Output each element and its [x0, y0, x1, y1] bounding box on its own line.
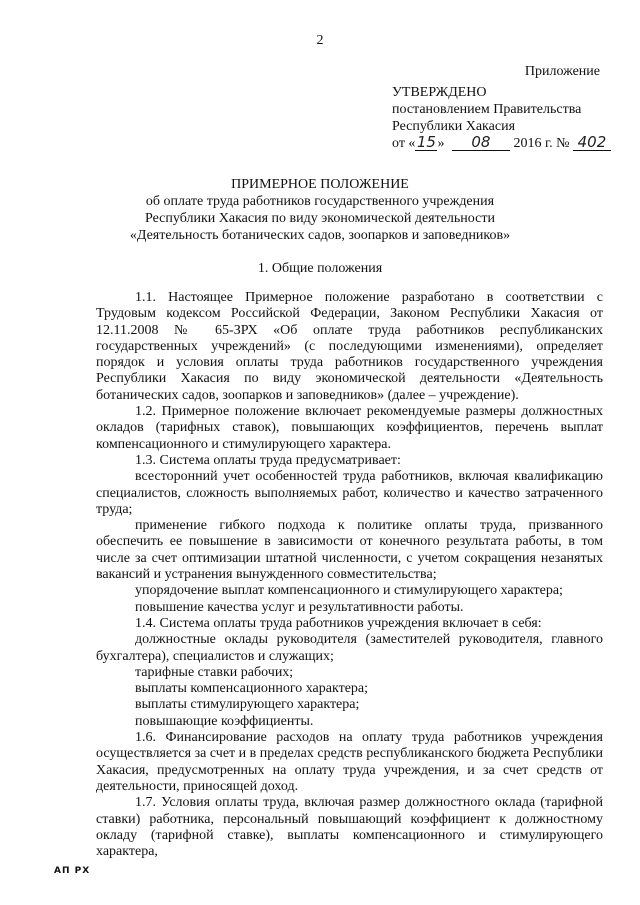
- paragraph-1-4: 1.4. Система оплаты труда работников учреждения включает в себя:: [135, 615, 542, 631]
- approval-line-2: Республики Хакасия: [392, 119, 516, 134]
- title-line-3: «Деятельность ботанических садов, зоопарков и заповедников»: [129, 228, 511, 243]
- appendix-label: Приложение: [524, 64, 600, 79]
- list-item: должностные оклады руководителя (заместителей руководителя, главного бухгалтера), специалистов и служащих;: [96, 632, 603, 664]
- title-heading: ПРИМЕРНОЕ ПОЛОЖЕНИЕ: [231, 177, 409, 192]
- list-item: выплаты компенсационного характера;: [135, 681, 369, 697]
- paragraph-1-3: 1.3. Система оплаты труда предусматривает:: [135, 452, 401, 468]
- approved-label: УТВЕРЖДЕНО: [392, 85, 487, 100]
- date-day-suffix: »: [437, 136, 445, 151]
- list-item: тарифные ставки рабочих;: [135, 664, 294, 680]
- paragraph-1-7: 1.7. Условия оплаты труда, включая размер должностного оклада (тарифной ставки) работника, персональный повышающий коэффициент к должностному окладу (тарифной ставке), выплаты компенсационного и стимулирующего характера,: [96, 795, 603, 860]
- approval-date-line: [392, 135, 612, 152]
- handwritten-month: 08: [452, 135, 510, 151]
- handwritten-number: 402: [573, 135, 611, 151]
- document-body: [96, 290, 603, 860]
- date-prefix: от «: [392, 136, 416, 151]
- section-heading: 1. Общие положения: [257, 261, 383, 276]
- page-number: 2: [316, 33, 324, 48]
- title-line-1: об оплате труда работников государственного учреждения: [145, 194, 495, 209]
- date-year: 2016 г. №: [513, 136, 570, 151]
- document-title: [100, 176, 540, 244]
- title-line-2: Республики Хакасия по виду экономической деятельности: [145, 211, 495, 226]
- paragraph-1-6: 1.6. Финансирование расходов на оплату труда работников учреждения осуществляется за счет и в пределах средств республиканского бюджета Республики Хакасия, предусмотренных на оплату труда учреждения, и за счет средств от деятельности, приносящей доход.: [96, 730, 603, 794]
- footer-code: АП РХ: [54, 866, 91, 876]
- paragraph-1-2: 1.2. Примерное положение включает рекомендуемые размеры должностных окладов (тарифных ставок), повышающих коэффициентов, перечень выплат компенсационного и стимулирующего характера.: [96, 404, 603, 452]
- list-item: повышающие коэффициенты.: [135, 713, 314, 729]
- list-item: всесторонний учет особенностей труда работников, включая квалификацию специалистов, сложность выполняемых работ, количество и качество затраченного труда;: [96, 469, 603, 517]
- approval-line-1: постановлением Правительства: [392, 102, 582, 117]
- list-item: выплаты стимулирующего характера;: [135, 697, 360, 713]
- paragraph-1-1: 1.1. Настоящее Примерное положение разработано в соответствии с Трудовым кодексом Российской Федерации, Законом Республики Хакасия от 12.11.2008 № 65-ЗРХ «Об оплате труда работников республиканских государственных учреждений» (с последующими изменениями), определяет порядок и условия оплаты труда работников государственного учреждения Республики Хакасия по виду экономической деятельности «Деятельность ботанических садов, зоопарков и заповедников» (далее – учреждение).: [96, 290, 603, 403]
- list-item: упорядочение выплат компенсационного и стимулирующего характера;: [135, 583, 563, 599]
- list-item: повышение качества услуг и результативности работы.: [135, 599, 464, 615]
- approval-block: [392, 63, 612, 152]
- list-item: применение гибкого подхода к политике оплаты труда, призванного обеспечить ее повышение в зависимости от конечного результата работы, в том числе за счет оптимизации штатной численности, с учетом сокращения незанятых вакансий и устранения вынужденного совместительства;: [96, 518, 603, 583]
- handwritten-day: 15: [416, 133, 436, 151]
